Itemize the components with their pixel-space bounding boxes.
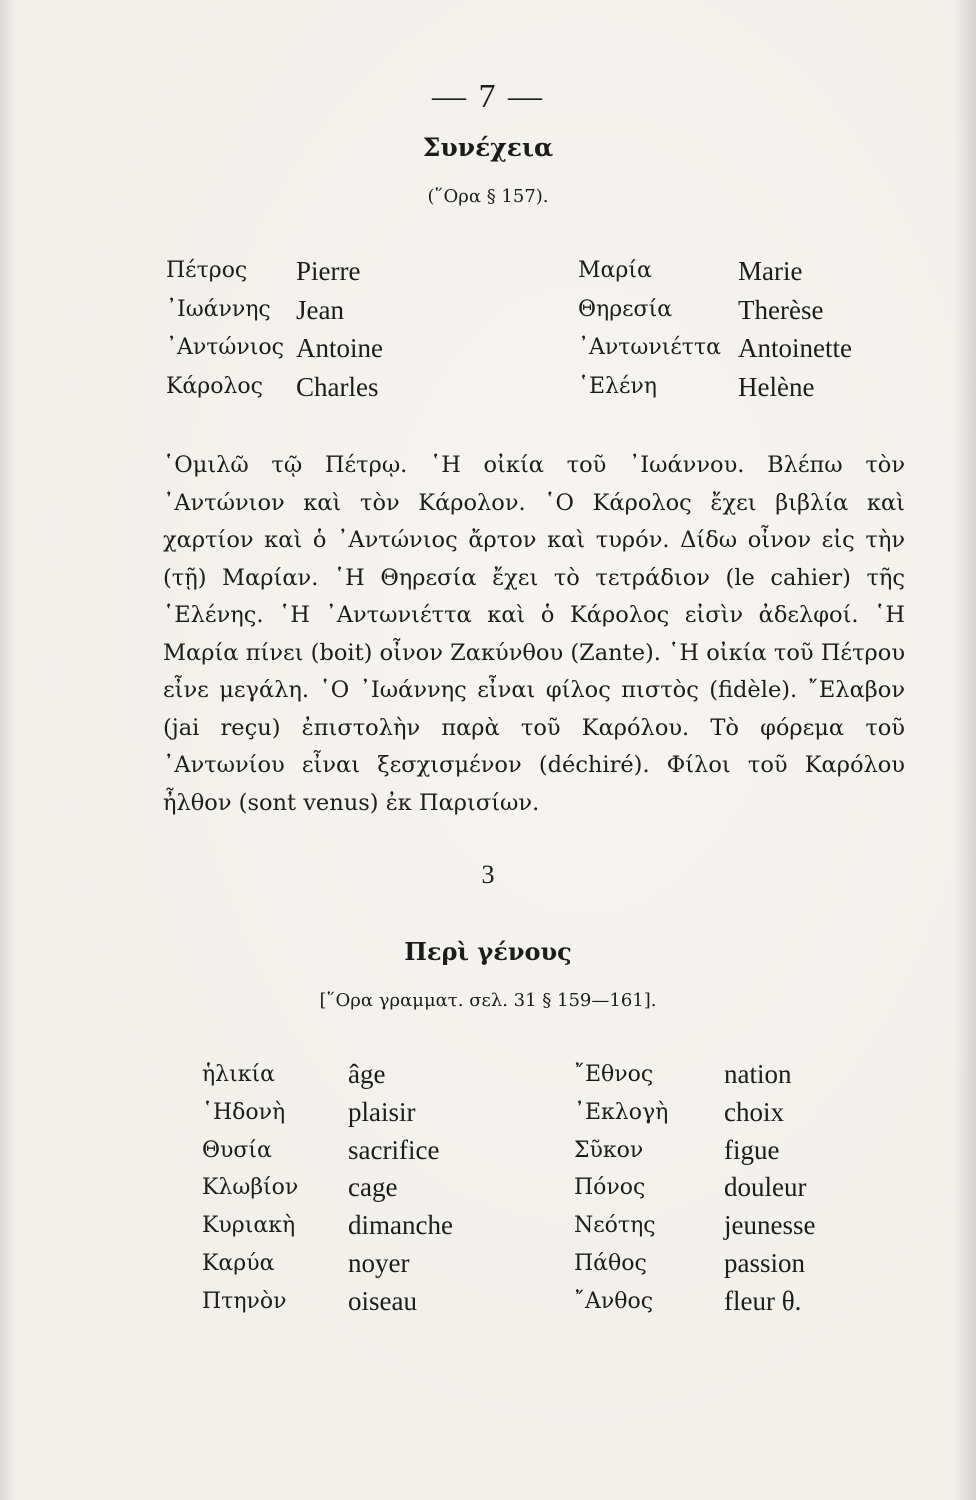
vocabulary-table <box>202 1056 842 1321</box>
vocab-greek: ῾Ηδονὴ <box>202 1099 286 1125</box>
name-greek: ᾿Αντωνιέττα <box>578 335 721 360</box>
vocab-greek: Νεότης <box>574 1213 656 1239</box>
section-title-continuation: Συνέχεια <box>422 133 554 162</box>
vocab-french: cage <box>348 1172 398 1203</box>
vocab-french: âge <box>348 1059 386 1089</box>
vocab-greek: ῎Ανθος <box>574 1288 654 1314</box>
name-greek: ᾿Αντώνιος <box>166 335 284 360</box>
vocab-french: oiseau <box>348 1285 417 1316</box>
name-greek: Πέτρος <box>166 258 248 283</box>
vocab-greek: ἡλικία <box>202 1062 275 1087</box>
name-french: Antoine <box>296 333 383 363</box>
page-shadow-right <box>954 0 976 1500</box>
vocab-french: noyer <box>348 1247 410 1278</box>
section-title-gender: Περὶ γένους <box>404 937 572 966</box>
section-reference: [῞Ορα γραμματ. σελ. 31 § 159—161]. <box>319 990 657 1011</box>
name-greek: ᾿Ιωάννης <box>166 296 271 322</box>
section-reference: (῞Ορα § 157). <box>427 186 549 207</box>
vocab-greek: Θυσία <box>202 1137 272 1163</box>
name-greek: Μαρία <box>578 258 652 283</box>
section-number: 3 <box>481 860 495 889</box>
name-greek: Κάρολος <box>166 373 263 399</box>
name-french: Charles <box>296 371 379 402</box>
vocab-french: sacrifice <box>348 1134 440 1165</box>
name-french: Helène <box>738 371 815 402</box>
name-french: Jean <box>296 294 344 325</box>
vocab-greek: Καρύα <box>202 1250 275 1276</box>
vocab-greek: Πτηνὸν <box>202 1288 287 1314</box>
vocab-french: dimanche <box>348 1210 453 1241</box>
name-french: Marie <box>738 256 803 286</box>
vocab-greek: Σῦκον <box>574 1137 644 1163</box>
vocab-greek: Κλωβίον <box>202 1175 299 1201</box>
page-shadow-left <box>0 0 14 1500</box>
vocab-french: passion <box>724 1247 805 1278</box>
page-number: — 7 — <box>432 78 544 115</box>
vocab-greek: Πόνος <box>574 1175 646 1201</box>
vocab-french: jeunesse <box>724 1210 816 1241</box>
name-french: Pierre <box>296 256 361 286</box>
vocab-greek: ῎Εθνος <box>574 1062 654 1087</box>
vocab-french: choix <box>724 1096 784 1127</box>
vocab-french: fleur θ. <box>724 1285 802 1316</box>
vocab-french: douleur <box>724 1172 807 1203</box>
name-greek: ῾Ελένη <box>578 373 657 399</box>
vocab-french: nation <box>724 1059 792 1089</box>
name-french: Therèse <box>738 294 824 325</box>
exercise-paragraph: ῾Ομιλῶ τῷ Πέτρῳ. ῾Η οἰκία τοῦ ᾿Ιωάννου. Βλέπω τὸν ᾿Αντώνιον καὶ τὸν Κάρολον. ῾Ο Κάρολος ἔχει βιβλία καὶ χαρτίον καὶ ὁ ᾿Αντώνιος ἄρτον καὶ τυρόν. Δίδω οἶνον εἰς τὴν (τῇ) Μαρίαν. ῾Η Θηρεσία ἔχει τὸ τετράδιον (le cahier) τῆς ῾Ελένης. ῾Η ᾿Αντωνιέττα καὶ ὁ Κάρολος εἰσὶν ἀδελφοί. ῾Η Μαρία πίνει (boit) οἶνον Ζακύνθου (Zante). ῾Η οἰκία τοῦ Πέτρου εἶνε μεγάλη. ῾Ο ᾿Ιωάννης εἶναι φίλος πιστὸς (fidèle). ῎Ελαβον (jai reçu) ἐπιστολὴν παρὰ τοῦ Καρόλου. Τὸ φόρεμα τοῦ ᾿Αντωνίου εἶναι ξεσχισμένον (déchiré). Φίλοι τοῦ Καρόλου ἦλθον (sont venus) ἐκ Παρισίων. <box>163 452 905 816</box>
vocab-greek: Κυριακὴ <box>202 1213 296 1239</box>
names-table <box>166 252 896 406</box>
name-greek: Θηρεσία <box>578 296 673 322</box>
vocab-greek: Πάθος <box>574 1250 647 1276</box>
vocab-french: plaisir <box>348 1096 416 1127</box>
vocab-greek: ᾿Εκλογὴ <box>574 1099 669 1125</box>
name-french: Antoinette <box>738 333 852 363</box>
vocab-french: figue <box>724 1134 780 1165</box>
